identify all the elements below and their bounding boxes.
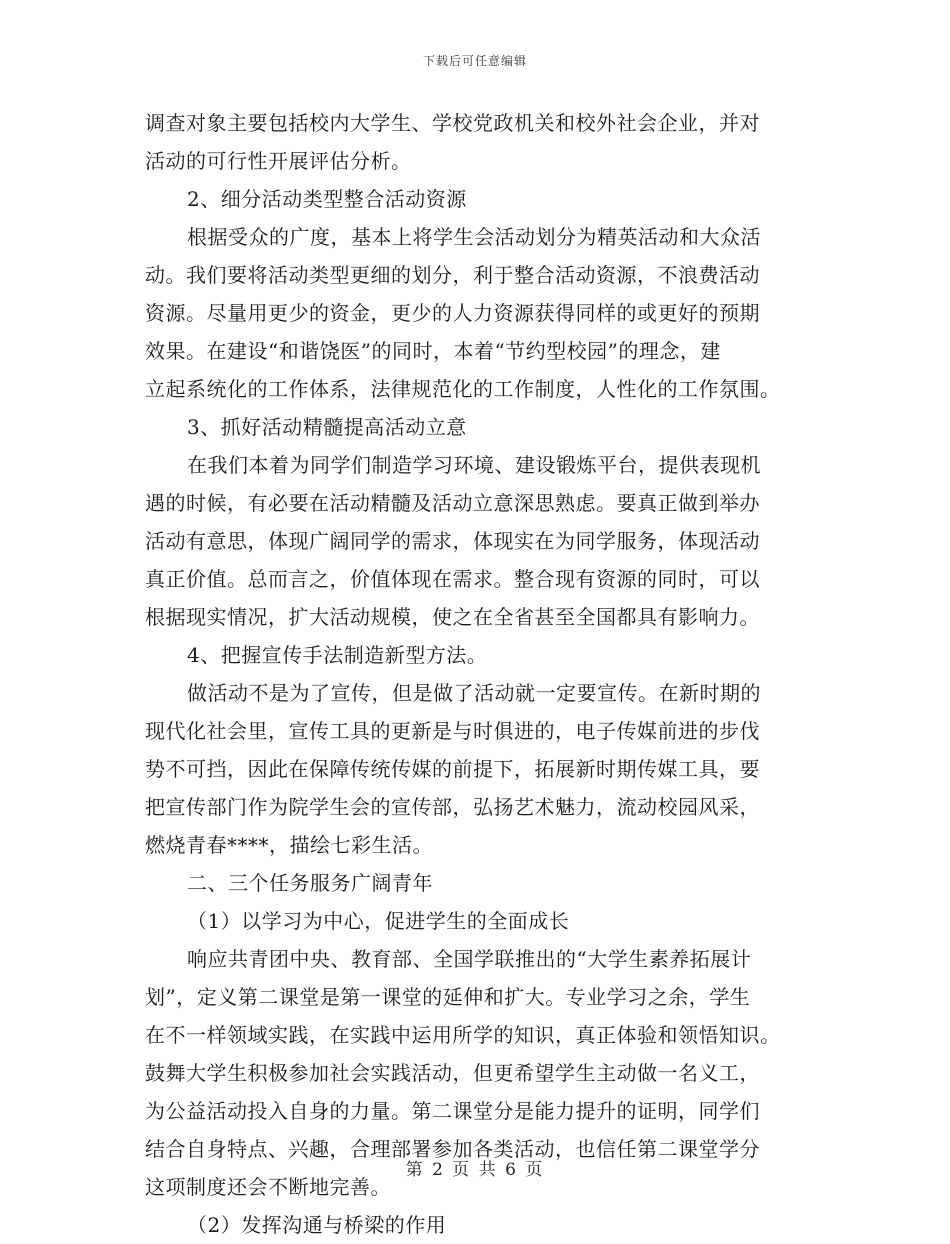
section-heading: 4、把握宣传手法制造新型方法。 xyxy=(187,643,488,667)
text-line: 把宣传部门作为院学生会的宣传部，弘扬艺术魅力，流动校园风采， xyxy=(145,795,760,819)
document-body xyxy=(145,104,805,1244)
text-line: 活动的可行性开展评估分析。 xyxy=(145,149,412,173)
text-line: 在我们本着为同学们制造学习环境、建设锻炼平台，提供表现机 xyxy=(187,453,761,477)
text-line: 在不一样领域实践，在实践中运用所学的知识，真正体验和领悟知识。 xyxy=(145,1023,781,1047)
text-line: 动。我们要将活动类型更细的划分，利于整合活动资源，不浪费活动 xyxy=(145,263,760,287)
text-line: 现代化社会里，宣传工具的更新是与时俱进的，电子传媒前进的步伐 xyxy=(145,719,760,743)
text-line: 资源。尽量用更少的资金，更少的人力资源获得同样的或更好的预期 xyxy=(145,301,760,325)
text-line: 根据受众的广度，基本上将学生会活动划分为精英活动和大众活 xyxy=(187,225,761,249)
page-header: 下载后可任意编辑 xyxy=(422,54,527,68)
text-line: 真正价值。总而言之，价值体现在需求。整合现有资源的同时，可以 xyxy=(145,567,760,591)
text-line: 这项制度还会不断地完善。 xyxy=(145,1175,391,1199)
text-line: 遇的时候，有必要在活动精髓及活动立意深思熟虑。要真正做到举办 xyxy=(145,491,760,515)
text-line: 结合自身特点、兴趣，合理部署参加各类活动，也信任第二课堂学分 xyxy=(145,1137,760,1161)
section-heading: 二、三个任务服务广阔青年 xyxy=(187,871,433,895)
text-line: 为公益活动投入自身的力量。第二课堂分是能力提升的证明，同学们 xyxy=(145,1099,760,1123)
text-line: 划”，定义第二课堂是第一课堂的延伸和扩大。专业学习之余，学生 xyxy=(145,985,751,1009)
text-line: 燃烧青春****，描绘七彩生活。 xyxy=(145,833,433,857)
text-line: 立起系统化的工作体系，法律规范化的工作制度，人性化的工作氛围。 xyxy=(145,377,781,401)
text-line: 根据现实情况，扩大活动规模，使之在全省甚至全国都具有影响力。 xyxy=(145,605,760,629)
text-line: 活动有意思，体现广阔同学的需求，体现实在为同学服务，体现活动 xyxy=(145,529,760,553)
text-line: 做活动不是为了宣传，但是做了活动就一定要宣传。在新时期的 xyxy=(187,681,761,705)
text-line: 响应共青团中央、教育部、全国学联推出的“大学生素养拓展计 xyxy=(187,947,752,971)
page-footer: 第 2 页 共 6 页 xyxy=(405,1160,545,1180)
subsection-heading: （2）发挥沟通与桥梁的作用 xyxy=(187,1213,447,1237)
text-line: 效果。在建设“和谐饶医”的同时，本着“节约型校园”的理念，建 xyxy=(145,339,721,363)
section-heading: 3、抓好活动精髓提高活动立意 xyxy=(187,415,467,439)
text-line: 鼓舞大学生积极参加社会实践活动，但更希望学生主动做一名义工， xyxy=(145,1061,760,1085)
subsection-heading: （1）以学习为中心，促进学生的全面成长 xyxy=(187,909,570,933)
section-heading: 2、细分活动类型整合活动资源 xyxy=(187,187,467,211)
text-line: 势不可挡，因此在保障传统传媒的前提下，拓展新时期传媒工具，要 xyxy=(145,757,760,781)
text-line: 调查对象主要包括校内大学生、学校党政机关和校外社会企业，并对 xyxy=(145,111,760,135)
